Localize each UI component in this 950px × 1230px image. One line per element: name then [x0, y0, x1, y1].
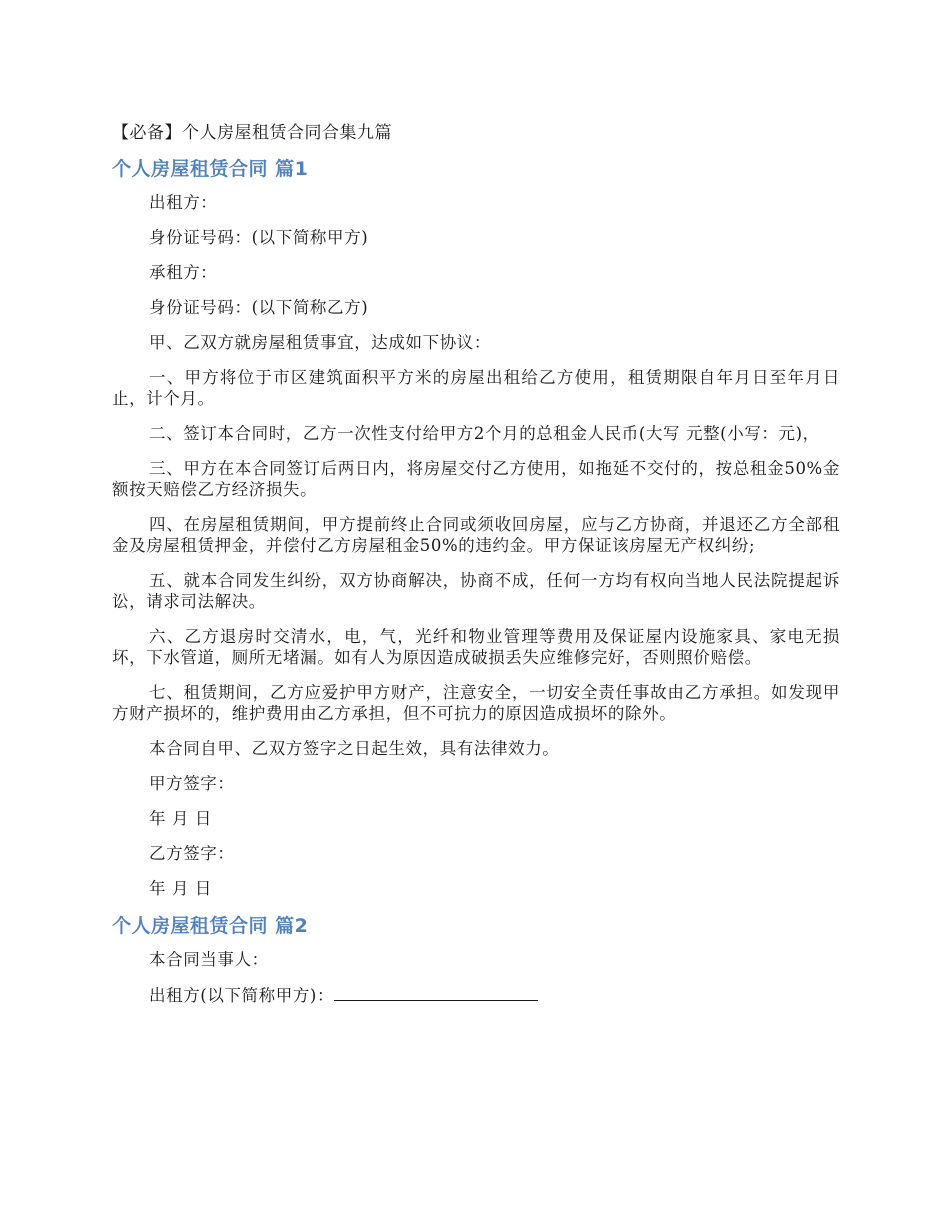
clause-5: 五、就本合同发生纠纷，双方协商解决，协商不成，任何一方均有权向当地人民法院提起诉讼，请求司法解决。 — [112, 571, 840, 611]
paragraph-lessor-id: 身份证号码：(以下简称甲方) — [149, 228, 369, 247]
paragraph-lessor-line — [112, 984, 840, 1006]
document-page — [112, 120, 840, 1020]
clause-7: 七、租赁期间，乙方应爱护甲方财产，注意安全，一切安全责任事故由乙方承担。如发现甲方财产损坏的，维护费用由乙方承担，但不可抗力的原因造成损坏的除外。 — [112, 683, 840, 723]
paragraph-lessor: 出租方： — [149, 193, 218, 212]
section-heading: 个人房屋租赁合同 篇2 — [112, 915, 309, 937]
paragraph-effective: 本合同自甲、乙双方签字之日起生效，具有法律效力。 — [149, 739, 560, 758]
party-a-signature: 甲方签字： — [149, 774, 235, 793]
clause-1: 一、甲方将位于市区建筑面积平方米的房屋出租给乙方使用，租赁期限自年月日至年月日止，计个月。 — [112, 368, 840, 408]
clause-2: 二、签订本合同时，乙方一次性支付给甲方2个月的总租金人民币(大写 元整(小写：元)， — [149, 424, 820, 443]
section-2 — [112, 913, 840, 1006]
clause-4: 四、在房屋租赁期间，甲方提前终止合同或须收回房屋，应与乙方协商，并退还乙方全部租金及房屋租赁押金，并偿付乙方房屋租金50%的违约金。甲方保证该房屋无产权纠纷; — [112, 515, 840, 555]
section-1 — [112, 156, 840, 899]
clause-6: 六、乙方退房时交清水，电，气，光纤和物业管理等费用及保证屋内设施家具、家电无损坏，下水管道，厕所无堵漏。如有人为原因造成破损丢失应维修完好，否则照价赔偿。 — [112, 627, 840, 667]
paragraph-lessee: 承租方： — [149, 263, 218, 282]
party-b-signature: 乙方签字： — [149, 844, 235, 863]
paragraph-lessee-id: 身份证号码：(以下简称乙方) — [149, 298, 369, 317]
document-title: 【必备】个人房屋租赁合同合集九篇 — [112, 123, 392, 143]
lessor-label: 出租方(以下简称甲方)： — [149, 986, 335, 1005]
party-a-date: 年 月 日 — [149, 809, 212, 828]
clause-3: 三、甲方在本合同签订后两日内，将房屋交付乙方使用，如拖延不交付的，按总租金50%金额按天赔偿乙方经济损失。 — [112, 459, 840, 499]
fill-in-blank-line — [334, 984, 538, 1001]
party-b-date: 年 月 日 — [149, 879, 212, 898]
paragraph-agreement-intro: 甲、乙双方就房屋租赁事宜，达成如下协议： — [149, 333, 491, 352]
paragraph-parties: 本合同当事人： — [149, 950, 269, 969]
section-heading: 个人房屋租赁合同 篇1 — [112, 158, 309, 180]
